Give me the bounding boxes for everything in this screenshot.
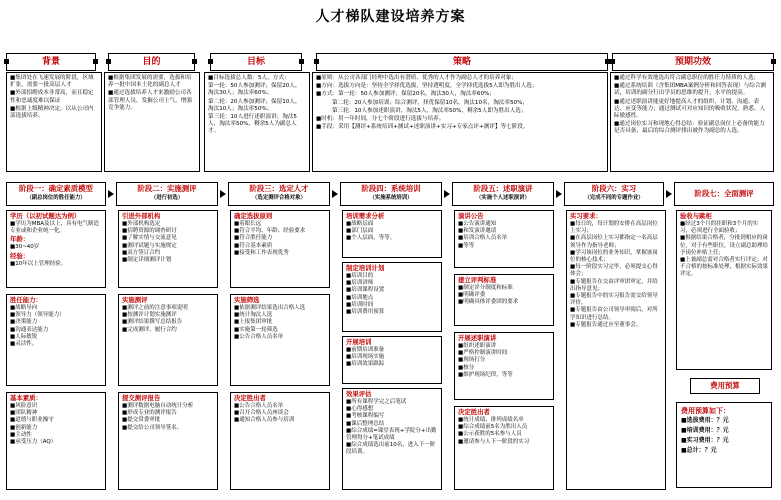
stage-3 — [228, 182, 330, 206]
stage-title: 阶段六：实习 — [591, 184, 637, 193]
strategy-item: ■方式：第一轮：50人参加测评；保留20名，淘汰30人，淘汰率60%； — [316, 91, 495, 98]
purpose-item: ■根据集团发展的需要，选拔和培养一批中国本土化的副总人才 — [108, 75, 192, 89]
goal-item: 第二轮：20人参加测评；保留10人，淘汰10人；淘汰率50%； — [208, 98, 301, 112]
stage-subtitle: （实施系统培训） — [369, 195, 413, 201]
budget-item: ■总计：？元 — [681, 447, 717, 454]
stage-title: 阶段二：实施测评 — [137, 184, 197, 193]
goal-item: 第三轮：10人进行述职演讲；淘汰5人，淘汰率50%，剩余5人为副总人才。 — [208, 114, 297, 135]
stage-subtitle: （进行初选） — [150, 195, 184, 201]
section-item: ■提交常委审批 — [122, 417, 161, 424]
background-item: ■外部招聘成本非常高，而且稳定性和忠诚度难以保证 — [10, 90, 94, 104]
section-heading: 建立评判标准 — [458, 276, 497, 284]
section-item: ■外部机构选定 — [122, 221, 161, 227]
header-purpose: 目的 — [108, 53, 195, 71]
stage-title: 阶段五：述职演讲 — [473, 184, 533, 193]
section-heading: 演讲公告 — [458, 212, 484, 220]
section-item: ■学习该岗位的业务知识，掌握该岗位的核心技术； — [570, 249, 658, 264]
section-item: ■决策能力 — [10, 319, 38, 326]
arrow-icon — [108, 190, 114, 198]
stage3-winners — [230, 392, 330, 490]
strategy-item: ■原则：从公司各部门经理中选出有潜质、优秀的人才作为副总人才的培养对象； — [316, 75, 518, 81]
section-item: ■制定评分制度和标准 — [458, 285, 513, 291]
section-item: ■等等 — [458, 242, 475, 249]
section-item: ■风险意识 — [10, 403, 38, 409]
section-item: ■培训讲师 — [346, 280, 374, 287]
section-item: ■了解实情与交流意见 — [122, 235, 177, 242]
section-item: ■战略层面 — [346, 221, 374, 227]
header-strategy: 策略 — [316, 53, 608, 71]
section-heading: 开展培训 — [346, 338, 372, 346]
section-heading: 胜任能力： — [10, 296, 42, 304]
header-goal: 目标 — [210, 53, 302, 71]
stage-2 — [116, 182, 218, 206]
section-item: ■形成专业的测评报告 — [122, 410, 177, 417]
section-item: ■严格控制演讲时间 — [458, 350, 508, 357]
section-item: ■综合成绩选出前10名，进入下一阶段培训。 — [346, 442, 436, 456]
stage2-execute — [118, 294, 218, 386]
section-heading: 决定胜出者 — [234, 394, 266, 402]
section-item: ■每一阶段实习完毕，必须提交心得体会； — [570, 264, 658, 278]
background-box — [6, 72, 102, 172]
effect-item: ■通过述职演讲能更好地提高人才的组织、计划、沟通、表达、应变等能力；通过测试可对应知识的吸收状况，熟悉、人际敏感性。 — [614, 98, 766, 120]
section-heading: 培训需求分析 — [346, 212, 385, 220]
section-item: ■承受压力（AQ） — [10, 439, 57, 446]
section-item: ■道德与职业操守 — [10, 417, 54, 424]
section-heading: 引进外部机构 — [122, 212, 161, 220]
arrow-icon — [444, 190, 450, 198]
stage2-report — [118, 392, 218, 490]
section-item: ■符合胜任能力 — [234, 235, 273, 242]
section-item: ■上兼副总需对合格者实行评定；对不合格的按标准处理，根据实际效果评定。 — [680, 257, 769, 278]
section-item: ■课后整理总结 — [346, 420, 385, 427]
section-item: ■明确具体评委团的要求 — [458, 299, 519, 306]
stage6-internship — [566, 210, 666, 490]
stage1-qualification — [6, 210, 106, 288]
stage-subtitle: （副总岗位的胜任能力） — [26, 195, 86, 201]
strategy-item: ■方向：选拔方向是：坚持全学择优选拔，坚持透明度，全学择优选拔5人即为胜出人选； — [316, 83, 538, 90]
stage-7 — [674, 182, 774, 206]
section-item: ■30~40岁 — [10, 244, 40, 251]
effect-item: ■通过系统培训（含集团MBA案例分析和回答表现）与综合测试，培训的副分行出学员的思维的提升，水平的提高。 — [614, 83, 767, 97]
section-item: ■统计成绩，排列成绩名单 — [458, 417, 524, 423]
section-item: ■测评试题与实施规定 — [122, 242, 177, 249]
section-item: ■测评之前的注意事项说明 — [122, 305, 188, 311]
arrow-icon — [220, 190, 226, 198]
background-item: ■集团处在飞速发展的阶段，区域扩张，需要一批高层人才 — [10, 75, 94, 89]
strategy-item: 第二轮：20人参加培训；综合测评，择优保留10名，淘汰10名，淘汰率50%； — [332, 99, 529, 106]
section-item: ■测评结果撰写总结报告 — [122, 319, 183, 326]
section-item: ■专题报告中的实习报告需交给领导评价。 — [570, 293, 658, 307]
header-effect: 预期功效 — [612, 53, 774, 71]
section-item: ■培训课程设置 — [346, 287, 385, 294]
section-item: ■上报集团审批 — [234, 319, 273, 326]
section-item: ■召开合格人员座谈会 — [234, 410, 289, 417]
section-heading: 验收与跳柜 — [680, 212, 712, 220]
stage5-notice — [454, 210, 554, 268]
section-item: ■经过3个月的挂职和3个月的实习，必须进行全面验收； — [680, 221, 759, 235]
budget-box — [676, 402, 772, 488]
section-item: ■灵活性。 — [10, 341, 38, 348]
effect-box — [610, 72, 774, 172]
section-item: ■双方签订合约 — [122, 249, 161, 256]
section-heading: 确定选拔原则 — [234, 212, 273, 220]
section-item: ■学历为MBA及以上，具有电气制造专业或和企业统一化。 — [10, 221, 99, 235]
stage5-winners — [454, 406, 554, 490]
section-item: ■创新能力 — [10, 424, 38, 431]
section-item: ■提交给公司领导签名。 — [122, 424, 183, 431]
strategy-item: ■手段：采用【测评+系统培训+测试+述职演讲+实习+专家点评+测评】等七阶段。 — [316, 124, 529, 131]
section-item: ■培训合格人员名单 — [458, 235, 508, 242]
section-heading: 提交测评报告 — [122, 394, 161, 402]
stage-subtitle: （选定测评合格对象） — [252, 195, 306, 201]
section-item: ■符合基本素质 — [234, 242, 273, 249]
section-item: ■个人层面，等等。 — [346, 235, 396, 242]
stage-subtitle: （实施个人述职演讲） — [476, 195, 530, 201]
stage2-external — [118, 210, 218, 288]
section-heading: 年龄： — [10, 235, 30, 244]
section-item: ■沟通表达能力 — [10, 326, 49, 333]
section-item: ■部门层面 — [346, 228, 374, 235]
section-item: ■测评数据电脑自动统计分析 — [122, 403, 194, 409]
section-item: ■专题报告由公司领导审阅后，对所学知识进行总结。 — [570, 307, 658, 321]
section-item: ■培训地点 — [346, 294, 374, 301]
section-item: ■10年以上管理经验。 — [10, 260, 67, 267]
stage4-plan — [342, 262, 442, 332]
section-item: ■依据测评结果选出合格人选 — [234, 305, 306, 311]
budget-header: 费用预算 — [690, 378, 760, 394]
page-title: 人才梯队建设培养方案 — [315, 9, 466, 25]
stage4-needs — [342, 210, 442, 258]
stage-subtitle: （完成不同的专题作业） — [584, 195, 644, 201]
section-item: ■在高层岗位上实习都指定一名高层领导作为指导老师； — [570, 235, 658, 249]
purpose-box — [104, 72, 200, 172]
section-item: ■前期培训准备 — [346, 347, 385, 353]
stage5-speech — [454, 332, 554, 400]
section-item: ■公告合格人员名单 — [234, 403, 284, 409]
section-item: ■维护现场纪律，等等 — [458, 371, 513, 378]
section-item: ■考核课程编写 — [346, 413, 385, 420]
stage-5 — [452, 182, 554, 206]
section-item: ■招聘资源的调查研讨 — [122, 228, 177, 235]
section-item: ■人际敏锐 — [10, 333, 38, 340]
stage1-competency — [6, 294, 106, 386]
budget-item: ■选拔费用：？元 — [681, 417, 729, 424]
section-heading: 开展述职演讲 — [458, 334, 497, 342]
section-item: ■公示获胜的5名参与人员 — [458, 431, 522, 438]
section-item: ■公告演讲通知 — [458, 221, 497, 227]
section-item: ■培训时间 — [346, 301, 374, 308]
section-item: ■核分 — [458, 364, 475, 371]
section-item: ■综合成绩前5名为胜出人员 — [458, 424, 528, 431]
stage4-training — [342, 336, 442, 384]
section-item: ■组织述职演讲 — [458, 343, 497, 349]
section-item: ■接受和工作表现优秀 — [234, 249, 289, 256]
strategy-item: 第三轮：10人参加述职演讲，淘汰5人，淘汰率50%，剩余5人即为胜出人选； — [332, 107, 527, 114]
section-item: ■心得感想 — [346, 406, 374, 413]
header-background: 背景 — [6, 53, 96, 71]
section-item: ■和发演讲邀请 — [458, 228, 497, 235]
stage-title: 阶段三：选定人才 — [249, 184, 309, 193]
section-item: ■明确评委 — [458, 292, 486, 299]
goal-item: ■目标选拔总人数：5人，方式： — [208, 75, 290, 81]
section-heading: 经验： — [10, 251, 30, 260]
section-item: ■符合平均、年龄、经验要求 — [234, 228, 306, 235]
strategy-item: ■时机：用一年时间，分七个阶段进行选拔与培养。 — [316, 116, 445, 123]
stage-1 — [6, 182, 106, 206]
goal-item: 第一轮：50人参加测评；保留20人，淘汰30人；淘汰率60%； — [208, 83, 301, 97]
section-item: ■按测评计划实施测评 — [122, 312, 177, 319]
section-item: ■培训费用预算 — [346, 309, 385, 316]
section-heading: 实施测评 — [122, 296, 148, 304]
section-item: ■主动性 — [10, 431, 32, 438]
stage5-criteria — [454, 274, 554, 326]
strategy-box — [312, 72, 608, 172]
stage3-screening — [230, 294, 330, 386]
stage1-basic-quality — [6, 392, 106, 490]
section-heading: 实施筛选 — [234, 296, 260, 304]
budget-title: 费用预算如下： — [681, 407, 730, 415]
section-item: ■制定详细测评计划 — [122, 257, 172, 264]
section-item: ■邀请参与人下一阶段的实习 — [458, 438, 530, 445]
effect-item: ■通过科学有效地选出符合副总职位的胜任力特质的人选； — [614, 75, 760, 81]
section-item: ■培训效果跟踪 — [346, 361, 385, 368]
section-item: ■每日的，每计划的安排在高层岗位上实习； — [570, 221, 658, 235]
purpose-item: ■通过选拔培养人才来激励公司各部管理人员，发掘公司士气，增强竞争能力。 — [108, 90, 192, 111]
stage4-evaluation — [342, 388, 442, 490]
section-item: ■培训现场实施 — [346, 354, 385, 361]
stage-6 — [564, 182, 664, 206]
section-item: ■专题报告在交由评审团审定，并给出指导意见； — [570, 278, 658, 292]
stage7-acceptance — [676, 210, 772, 370]
section-item: ■所有课程学完之后笔试 — [346, 399, 407, 405]
stage-title: 阶段四：系统培训 — [361, 184, 421, 193]
budget-item: ■实习费用：？元 — [681, 437, 729, 444]
stage-title: 阶段一：确定素质模型 — [19, 184, 93, 193]
section-heading: 基本素质： — [10, 394, 42, 402]
section-item: ■现场打分 — [458, 357, 486, 364]
section-item: ■培训目的 — [346, 273, 374, 279]
goal-box — [204, 72, 310, 172]
section-item: ■根据结果合格者，分批到相应的岗位，对于有些职位，设立副总助理给予岗位补贴上任； — [680, 235, 769, 256]
section-heading: 学历（以初试题达为例） — [10, 212, 81, 220]
section-item: ■着眼长远 — [234, 221, 262, 227]
section-item: ■战略导向 — [10, 305, 38, 311]
section-item: ■综合成绩=课堂表现+学院分+出勤管理得分+笔试成绩 — [346, 427, 437, 442]
section-item: ■完成测评、履行合约 — [122, 326, 177, 333]
section-item: ■统计淘汰人选 — [234, 312, 273, 319]
section-heading: 实习要求： — [570, 212, 602, 220]
section-item: ■专题报告通过应至董事会。 — [570, 321, 642, 328]
section-item: ■通知合格人员参与培训 — [234, 417, 295, 424]
section-heading: 效果评估 — [346, 390, 372, 398]
section-item: ■领导力（领导能力） — [10, 312, 65, 319]
section-heading: 决定胜出者 — [458, 408, 490, 416]
section-item: ■团队精神 — [10, 410, 38, 417]
section-item: ■公告合格人员名单 — [234, 333, 284, 340]
effect-item: ■通过岗位实习和现地心得总结：验证副总岗位上必备的能力是否具备，最后的综合测评排出被作为副总的人选。 — [614, 121, 765, 135]
stage-4 — [340, 182, 442, 206]
section-heading: 制定培训计划 — [346, 264, 385, 272]
budget-item: ■培训费用：？元 — [681, 427, 729, 434]
section-item: ■实施第一轮筛选 — [234, 326, 278, 333]
arrow-icon — [666, 190, 672, 198]
stage3-principle — [230, 210, 330, 288]
background-item: ■根据上级精神决定，以从公司内部选拔培养。 — [10, 105, 94, 120]
arrow-icon — [556, 190, 562, 198]
stage-title: 阶段七：全面测评 — [694, 189, 754, 198]
arrow-icon — [332, 190, 338, 198]
